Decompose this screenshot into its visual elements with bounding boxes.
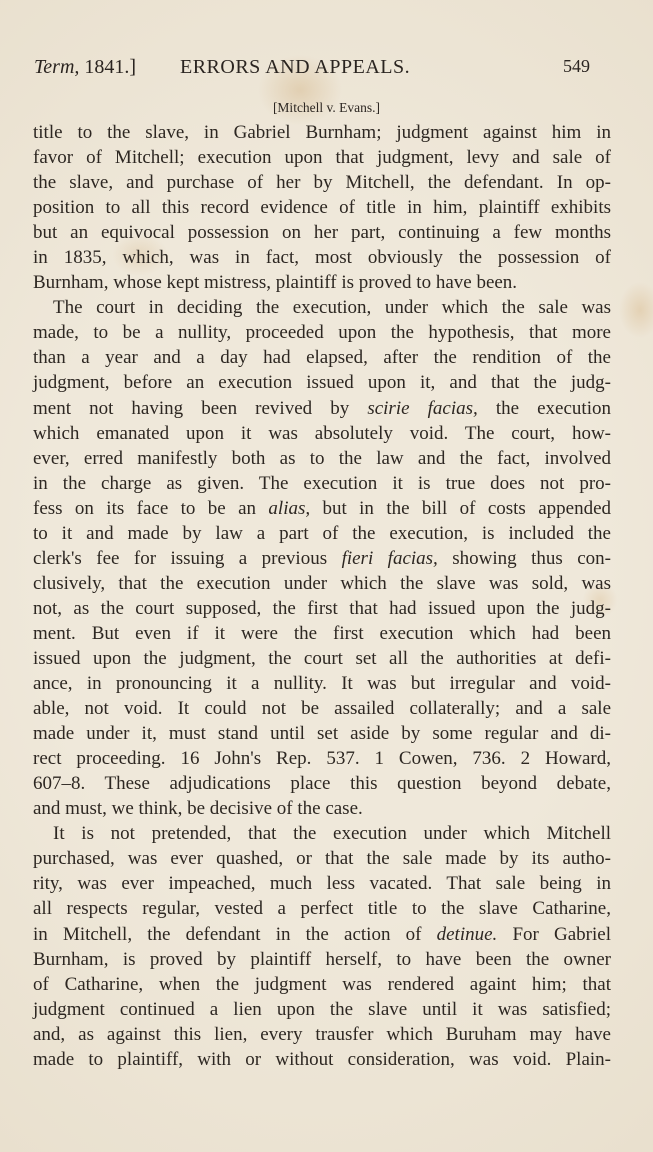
text-line bbox=[33, 521, 611, 546]
text-line bbox=[33, 846, 611, 871]
case-caption: [Mitchell v. Evans.] bbox=[272, 100, 381, 115]
text-line bbox=[33, 145, 611, 170]
text-line bbox=[33, 621, 611, 646]
text-segment: in the charge as given. The execution it is true does not pro- bbox=[33, 472, 611, 494]
text-line bbox=[33, 220, 611, 245]
text-line bbox=[33, 270, 611, 295]
term-label: Term, bbox=[34, 56, 80, 78]
text-segment: showing thus con- bbox=[437, 547, 611, 569]
running-head-term bbox=[34, 56, 136, 79]
text-segment: than a year and a day had elapsed, after the rendition of the bbox=[33, 347, 611, 369]
text-line bbox=[33, 396, 611, 421]
text-line bbox=[33, 370, 611, 395]
text-segment: judgment, before an execution issued upon it, and that the judg- bbox=[33, 372, 611, 394]
text-segment: 607–8. These adjudications place this question beyond debate, bbox=[33, 773, 611, 795]
text-segment: ever, erred manifestly both as to the law and the fact, involved bbox=[33, 447, 611, 469]
text-segment: ment not having been revived by bbox=[33, 397, 368, 419]
text-line bbox=[33, 596, 611, 621]
text-line bbox=[33, 947, 611, 972]
text-segment: issued upon the judgment, the court set all the authorities at defi- bbox=[33, 647, 611, 669]
text-line bbox=[33, 696, 611, 721]
text-segment: all respects regular, vested a perfect title to the slave Catharine, bbox=[33, 898, 611, 920]
text-line bbox=[33, 922, 611, 947]
text-segment: clerk's fee for issuing a previous bbox=[33, 547, 342, 569]
text-segment: the slave, and purchase of her by Mitchell, the defendant. In op- bbox=[33, 172, 611, 194]
term-year: 1841.] bbox=[79, 56, 137, 78]
text-line bbox=[33, 997, 611, 1022]
text-line bbox=[33, 245, 611, 270]
text-line bbox=[33, 871, 611, 896]
text-line bbox=[33, 496, 611, 521]
text-segment: of Catharine, when the judgment was rendered againt him; that bbox=[33, 973, 611, 995]
italic-term: scirie facias, bbox=[367, 397, 478, 419]
text-segment: Burnham, is proved by plaintiff herself, to have been the owner bbox=[33, 948, 611, 970]
text-line bbox=[33, 170, 611, 195]
text-segment: The court in deciding the execution, under which the sale was bbox=[53, 297, 611, 319]
text-segment: in 1835, which, was in fact, most obviously the possession of bbox=[33, 247, 611, 269]
page-number: 549 bbox=[563, 56, 590, 76]
text-segment: and must, we think, be decisive of the case. bbox=[33, 798, 363, 820]
text-line bbox=[33, 345, 611, 370]
text-line bbox=[33, 721, 611, 746]
text-line bbox=[33, 671, 611, 696]
text-segment: ment. But even if it were the first execution which had been bbox=[33, 622, 611, 644]
text-segment: in Mitchell, the defendant in the action of bbox=[33, 923, 437, 945]
text-segment: rity, was ever impeached, much less vacated. That sale being in bbox=[33, 873, 611, 895]
text-segment: For Gabriel bbox=[497, 923, 611, 945]
text-segment: It is not pretended, that the execution under which Mitchell bbox=[53, 823, 611, 845]
text-segment: made under it, must stand until set aside by some regular and di- bbox=[33, 723, 611, 745]
text-line bbox=[33, 295, 611, 320]
text-segment: favor of Mitchell; execution upon that judgment, levy and sale of bbox=[33, 147, 611, 169]
text-line bbox=[33, 821, 611, 846]
text-segment: title to the slave, in Gabriel Burnham; judgment against him in bbox=[33, 122, 611, 143]
text-segment: fess on its face to be an bbox=[33, 497, 269, 519]
text-segment: purchased, was ever quashed, or that the sale made by its autho- bbox=[33, 848, 611, 870]
text-segment: but in the bill of costs appended bbox=[310, 497, 611, 519]
text-line bbox=[33, 546, 611, 571]
body-text bbox=[33, 120, 611, 1072]
text-line bbox=[33, 1022, 611, 1047]
text-line bbox=[33, 746, 611, 771]
text-segment: clusively, that the execution under which the slave was sold, was bbox=[33, 572, 611, 594]
text-line bbox=[33, 646, 611, 671]
text-line bbox=[33, 796, 611, 821]
italic-term: alias, bbox=[268, 497, 311, 519]
text-segment: to it and made by law a part of the execution, is included the bbox=[33, 522, 611, 544]
text-segment: not, as the court supposed, the first that had issued upon the judg- bbox=[33, 597, 611, 619]
text-segment: and, as against this lien, every trausfer which Buruham may have bbox=[33, 1023, 611, 1045]
text-line bbox=[33, 1047, 611, 1072]
text-line bbox=[33, 320, 611, 345]
text-line bbox=[33, 421, 611, 446]
text-segment: made to plaintiff, with or without consideration, was void. Plain- bbox=[33, 1048, 611, 1070]
text-segment: which emanated upon it was absolutely void. The court, how- bbox=[33, 422, 611, 444]
text-segment: made, to be a nullity, proceeded upon the hypothesis, that more bbox=[33, 322, 611, 344]
text-segment: rect proceeding. 16 John's Rep. 537. 1 Cowen, 736. 2 Howard, bbox=[33, 748, 611, 770]
text-segment: judgment continued a lien upon the slave until it was satisfied; bbox=[33, 998, 611, 1020]
text-line bbox=[33, 896, 611, 921]
text-line bbox=[33, 771, 611, 796]
running-head-title: ERRORS AND APPEALS. bbox=[180, 56, 411, 78]
text-line bbox=[33, 571, 611, 596]
text-segment: position to all this record evidence of title in him, plaintiff exhibits bbox=[33, 197, 611, 219]
text-segment: Burnham, whose kept mistress, plaintiff is proved to have been. bbox=[33, 272, 518, 294]
italic-term: detinue. bbox=[436, 923, 498, 945]
text-segment: but an equivocal possession on her part, continuing a few months bbox=[33, 222, 611, 244]
text-segment: able, not void. It could not be assailed collaterally; and a sale bbox=[33, 698, 611, 720]
text-segment: the execution bbox=[477, 397, 611, 419]
text-line bbox=[33, 120, 611, 145]
text-line bbox=[33, 972, 611, 997]
text-segment: ance, in pronouncing it a nullity. It was but irregular and void- bbox=[33, 673, 611, 695]
italic-term: fieri facias, bbox=[341, 547, 438, 569]
text-line bbox=[33, 195, 611, 220]
text-line bbox=[33, 471, 611, 496]
text-line bbox=[33, 446, 611, 471]
